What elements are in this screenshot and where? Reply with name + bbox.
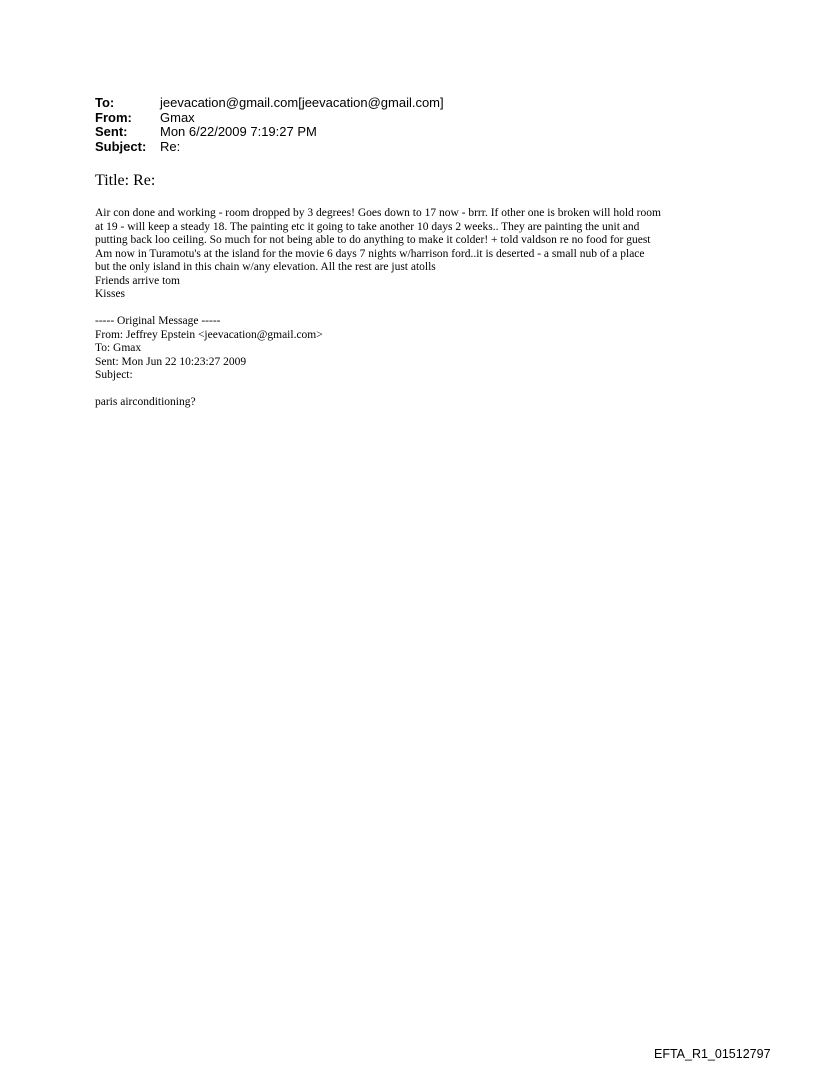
paragraph-gap [95,383,775,397]
original-sent: Sent: Mon Jun 22 10:23:27 2009 [95,355,247,368]
message-body [95,207,775,410]
email-header [95,96,444,154]
body-line: but the only island in this chain w/any elevation. All the rest are just atolls [95,261,436,273]
original-message-separator: ----- Original Message ----- [95,315,221,327]
original-to: To: Gmax [95,342,142,354]
sent-label: Sent: [95,124,128,139]
sent-value: Mon 6/22/2009 7:19:27 PM [160,124,317,139]
from-label: From: [95,109,132,125]
document-id: EFTA_R1_01512797 [654,1047,771,1061]
paragraph-gap [95,302,775,316]
from-row [95,111,444,126]
body-line: Am now in Turamotu's at the island for the movie 6 days 7 nights w/harrison ford..it is deserted - a small nub of a place [95,247,645,260]
subject-value: Re: [160,138,181,154]
body-line: Air con done and working - room dropped by 3 degrees! Goes down to 17 now - brrr. If other one is broken will hold room [95,207,661,219]
body-line: putting back loo ceiling. So much for not being able to do anything to make it colder! + told valdson re no food for guest [95,234,651,246]
body-line: Friends arrive tom [95,274,180,287]
subject-row [95,140,444,155]
to-value: jeevacation@gmail.com[jeevacation@gmail.com] [160,95,444,110]
to-row [95,96,444,111]
sent-row [95,125,444,140]
body-line: at 19 - will keep a steady 18. The painting etc it going to take another 10 days 2 weeks.. They are painting the unit and [95,220,640,233]
original-body: paris airconditioning? [95,396,196,408]
subject-label: Subject: [95,138,147,154]
from-value: Gmax [160,109,195,125]
to-label: To: [95,95,115,110]
original-subject: Subject: [95,369,133,381]
original-from: From: Jeffrey Epstein <jeevacation@gmail.com> [95,328,323,341]
document-title: Title: Re: [95,172,156,189]
body-line: Kisses [95,288,126,300]
